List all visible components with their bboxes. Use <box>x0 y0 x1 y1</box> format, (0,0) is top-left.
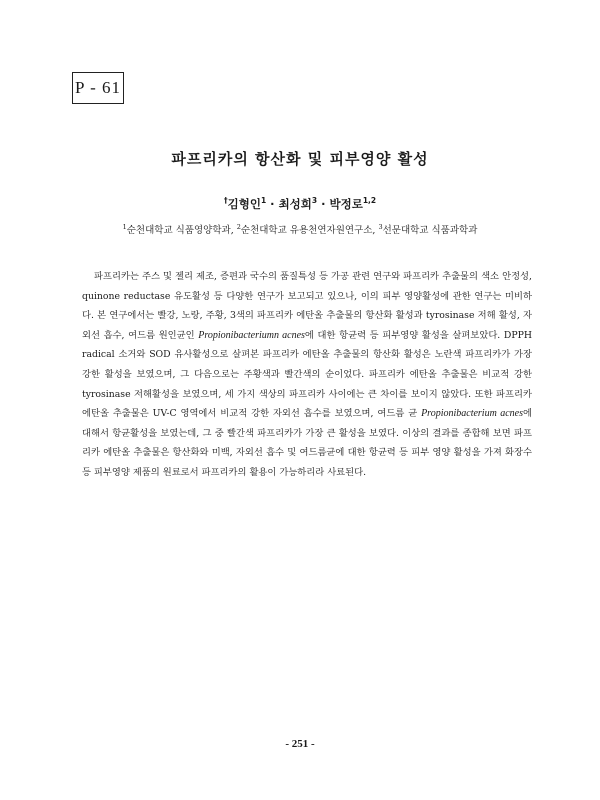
affil-2-mark: 2 <box>236 222 241 231</box>
author-1: 김형인 <box>227 197 261 211</box>
abstract-paragraph <box>82 267 532 483</box>
author-2-affil: 3 <box>311 196 318 206</box>
paper-code: P - 61 <box>75 78 121 97</box>
author-2: 최성희 <box>278 197 312 211</box>
author-separator: · <box>266 197 279 211</box>
author-3: 박정로 <box>329 197 363 211</box>
abstract-text-2: 에 대한 항균력 등 피부영양 활성을 살펴보았다. DPPH radical 소거와 SOD 유사활성으로 살펴본 파프리카 에탄올 추출물의 항산화 활성은 노란색 파프리카가 가장 강한 활성을 보였으며, 그 다음으로는 주황색과 빨간색의 순이었다. 파프리카 에탄올 추출물은 비교적 강한 tyrosinase 저해활성을 보였으며, 세 가지 색상의 파프리카 사이에는 큰 차이를 보이지 않았다. 또한 파프리카 에탄올 추출물은 UV-C 영역에서 비교적 강한 자외선 흡수를 보였으며, 여드름 균 <box>82 329 532 420</box>
affil-1: 순천대학교 식품영양학과, <box>126 225 237 236</box>
author-line <box>0 196 600 212</box>
affil-3-mark: 3 <box>378 222 383 231</box>
abstract-body <box>82 267 532 483</box>
abstract-text-3: 에 대해서 항균활성을 보였는데, 그 중 빨간색 파프리카가 가장 큰 활성을 보였다. 이상의 결과를 종합해 보면 파프리카 에탄올 추출물은 항산화와 미백, 자외선 흡수 및 여드름균에 대한 항균력 등 피부 영양 활성을 가져 화장수 등 피부영양 제품의 원료로서 파프리카의 활용이 가능하리라 사료된다. <box>82 408 532 478</box>
species-name-1: Propionibacteriumn acnes <box>198 329 305 341</box>
affil-1-mark: 1 <box>122 222 127 231</box>
corresponding-mark: † <box>223 196 228 206</box>
affil-3: 선문대학교 식품과학과 <box>382 225 478 236</box>
affiliation-line <box>0 222 600 236</box>
abstract-text-1: 파프리카는 주스 및 젤리 제조, 증편과 국수의 품질특성 등 가공 관련 연구와 파프리카 추출물의 색소 안정성, quinone reductase 유도활성 등 다양한 연구가 보고되고 있으나, 이의 피부 영양활성에 관한 연구는 미비하다. 본 연구에서는 빨강, 노랑, 주황, 3색의 파프리카 에탄올 추출물의 항산화 활성과 tyrosinase 저해 활성, 자외선 흡수, 여드름 원인균인 <box>82 271 532 341</box>
author-1-affil: 1 <box>260 196 267 206</box>
species-name-2: Propionibacterium acnes <box>421 408 524 420</box>
paper-title: 파프리카의 항산화 및 피부영양 활성 <box>171 150 429 168</box>
author-3-affil: 1,2 <box>362 196 377 206</box>
paper-code-box <box>72 72 124 104</box>
author-separator: · <box>317 197 330 211</box>
page-number: - 251 - <box>285 738 315 750</box>
affil-2: 순천대학교 유용천연자원연구소, <box>240 225 379 236</box>
